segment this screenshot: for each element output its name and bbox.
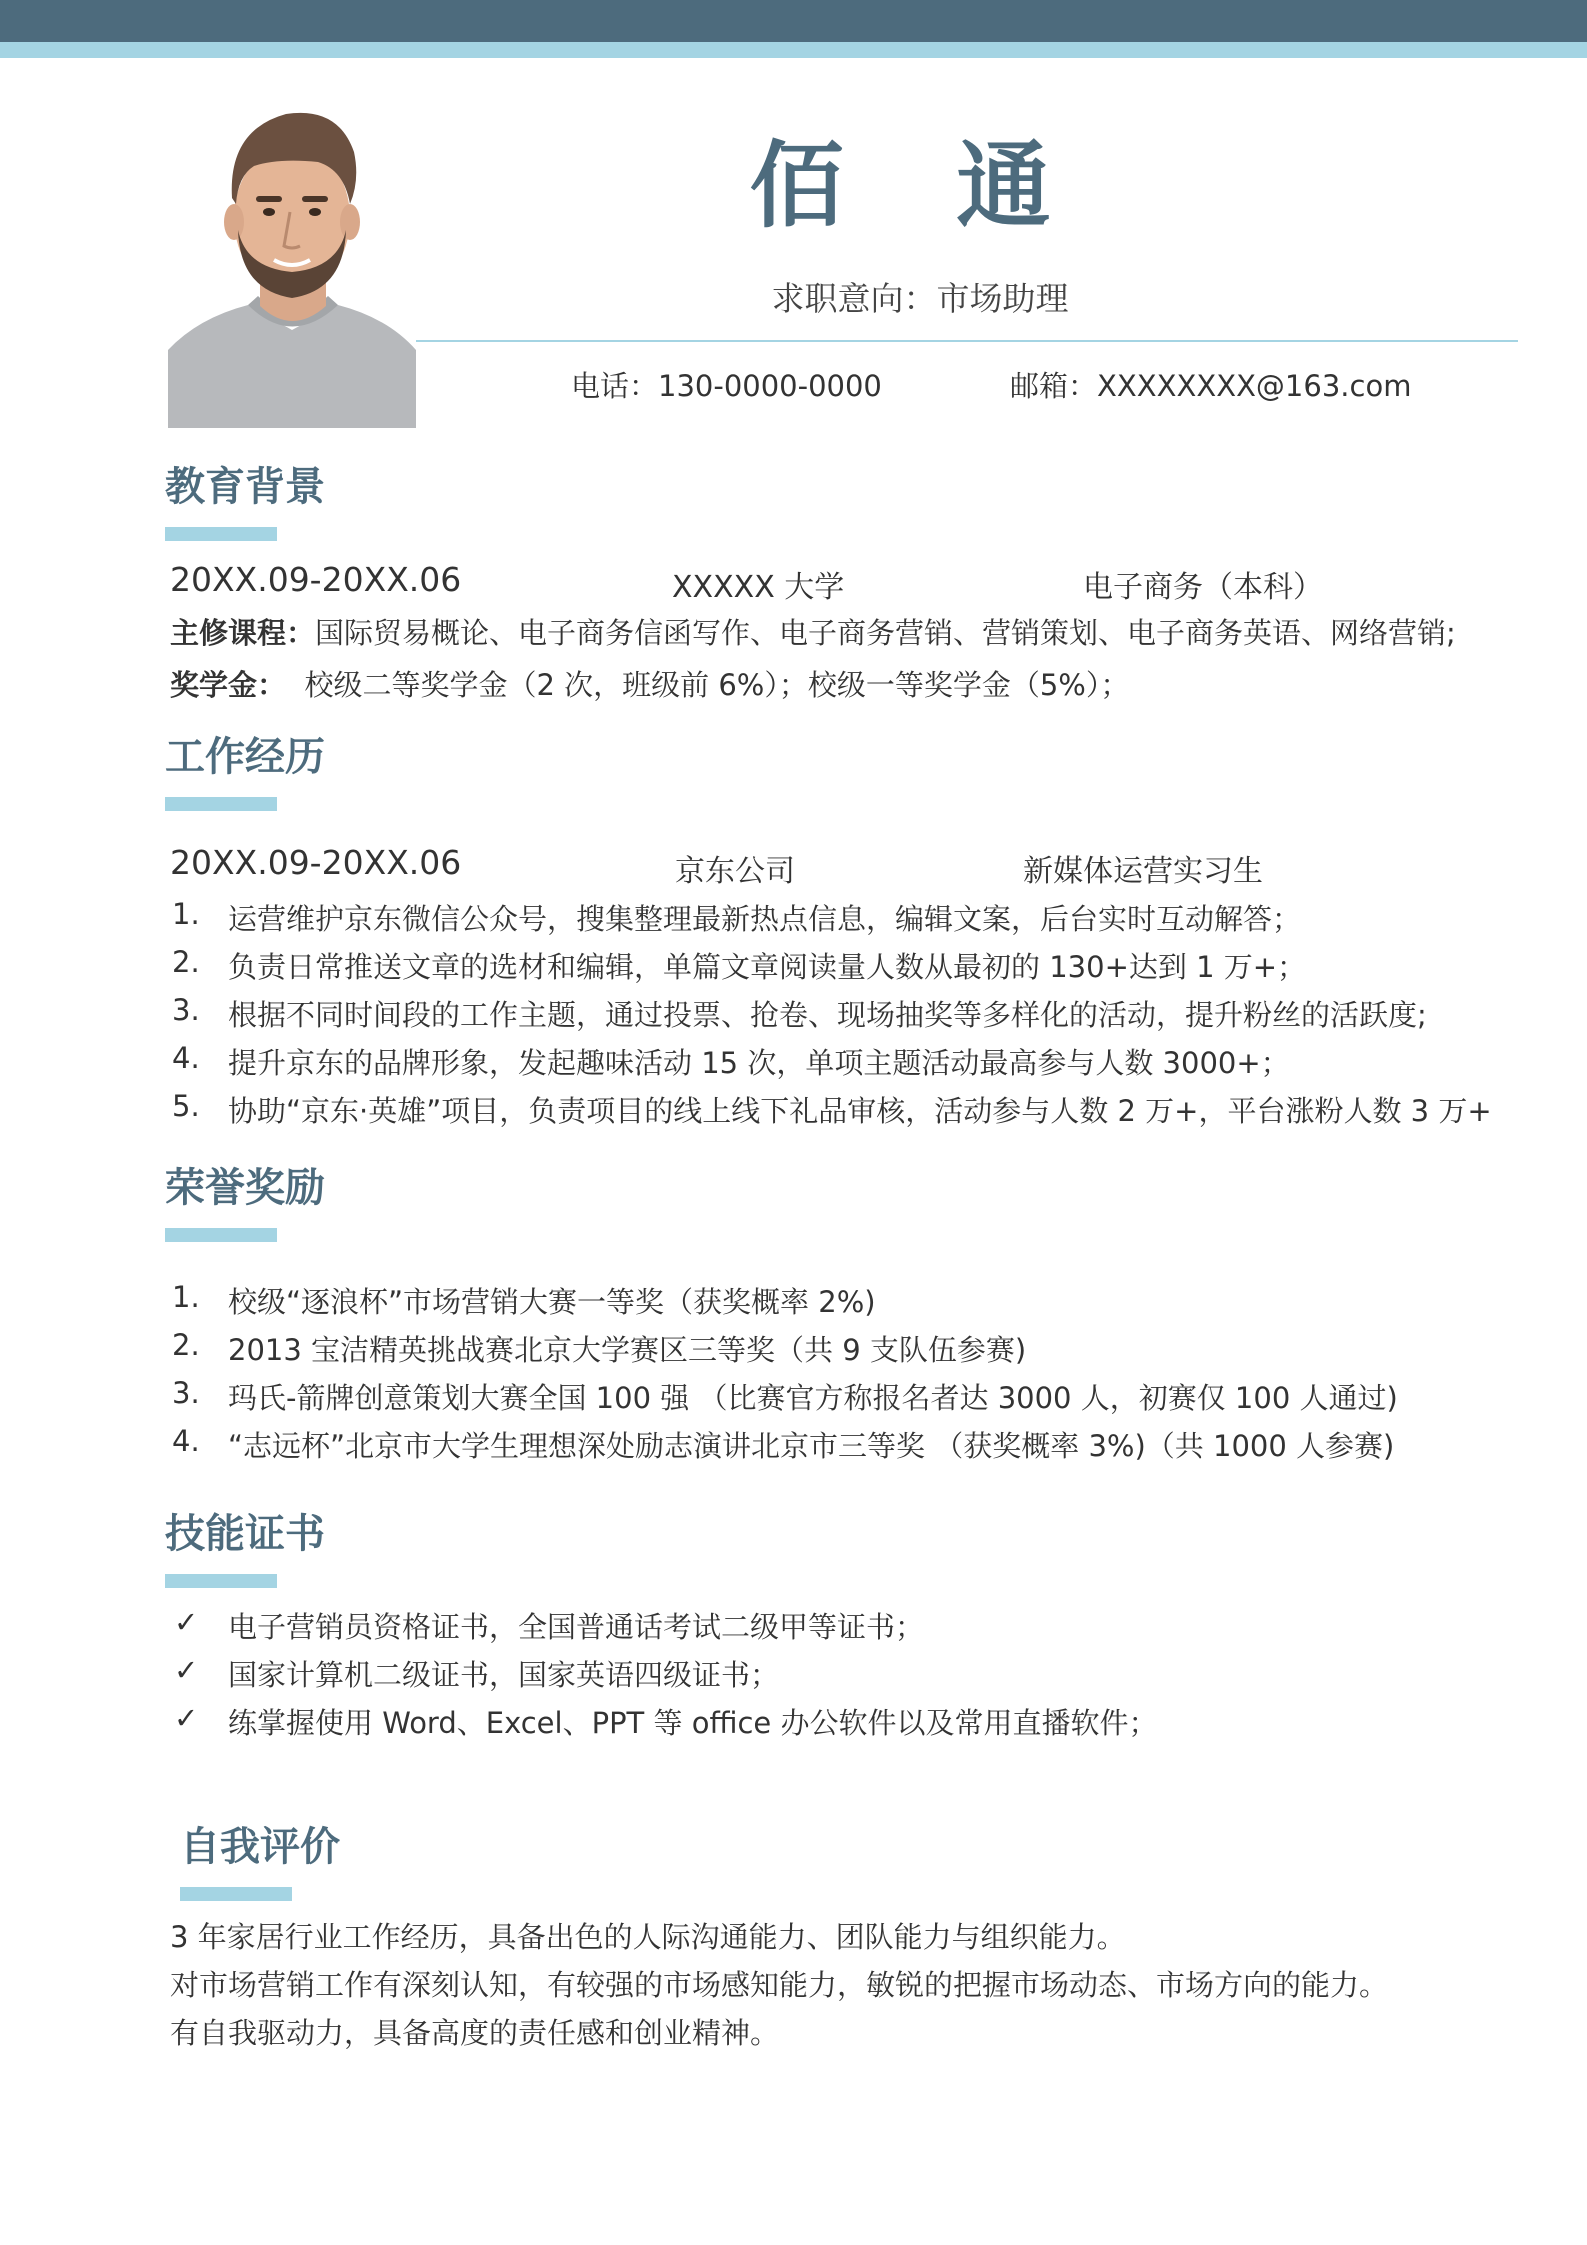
section-education xyxy=(165,463,325,541)
scholarship-text: 校级二等奖学金（2 次，班级前 6%）；校级一等奖学金（5%）； xyxy=(304,668,1130,702)
work-company: 京东公司 xyxy=(675,854,795,889)
skill-item: 国家计算机二级证书，国家英语四级证书； xyxy=(228,1658,780,1692)
section-underline xyxy=(165,1574,277,1588)
self-eval-line: 3 年家居行业工作经历，具备出色的人际沟通能力、团队能力与组织能力。 xyxy=(170,1920,1126,1954)
section-underline xyxy=(165,797,277,811)
work-position: 新媒体运营实习生 xyxy=(1023,854,1263,889)
skill-item: 练掌握使用 Word、Excel、PPT 等 office 办公软件以及常用直播软件； xyxy=(228,1706,1158,1740)
list-number: 1. xyxy=(172,897,200,931)
list-number: 3. xyxy=(172,1376,200,1410)
skill-item: 电子营销员资格证书，全国普通话考试二级甲等证书； xyxy=(228,1610,925,1644)
scholarship-label: 奖学金： xyxy=(170,668,287,702)
phone: 电话：130-0000-0000 xyxy=(571,369,882,403)
section-title: 荣誉奖励 xyxy=(165,1165,325,1211)
work-item: 协助“京东·英雄”项目，负责项目的线上线下礼品审核，活动参与人数 2 万+，平台涨粉人数 3 万+ xyxy=(228,1094,1492,1128)
edu-major: 电子商务（本科） xyxy=(1083,570,1323,605)
courses-label: 主修课程： xyxy=(170,616,316,650)
list-number: 3. xyxy=(172,993,200,1027)
section-underline xyxy=(165,1228,277,1242)
header-divider xyxy=(416,340,1518,342)
edu-scholarship xyxy=(170,668,1129,703)
work-item: 运营维护京东微信公众号，搜集整理最新热点信息，编辑文案，后台实时互动解答； xyxy=(228,902,1302,936)
list-number: 1. xyxy=(172,1280,200,1314)
profile-photo xyxy=(168,100,416,428)
section-work xyxy=(165,733,325,811)
honor-item: “志远杯”北京市大学生理想深处励志演讲北京市三等奖 （获奖概率 3%)（共 1000 人参赛) xyxy=(228,1429,1395,1463)
self-eval-line: 有自我驱动力，具备高度的责任感和创业精神。 xyxy=(170,2016,780,2050)
section-honors xyxy=(165,1164,325,1242)
list-number: 4. xyxy=(172,1041,200,1075)
work-item: 负责日常推送文章的选材和编辑，单篇文章阅读量人数从最初的 130+达到 1 万+； xyxy=(228,950,1307,984)
work-item: 根据不同时间段的工作主题，通过投票、抢卷、现场抽奖等多样化的活动，提升粉丝的活跃度; xyxy=(228,998,1427,1032)
section-title: 自我评价 xyxy=(180,1824,340,1870)
top-banner-dark xyxy=(0,0,1587,42)
check-icon: ✓ xyxy=(174,1605,199,1639)
list-number: 4. xyxy=(172,1424,200,1458)
section-skills xyxy=(165,1510,325,1588)
self-eval-line: 对市场营销工作有深刻认知，有较强的市场感知能力，敏锐的把握市场动态、市场方向的能力。 xyxy=(170,1968,1389,2002)
list-number: 2. xyxy=(172,945,200,979)
job-intent: 求职意向：市场助理 xyxy=(771,279,1069,318)
work-period: 20XX.09-20XX.06 xyxy=(170,843,462,882)
honor-item: 玛氏-箭牌创意策划大赛全国 100 强 （比赛官方称报名者达 3000 人，初赛仅 100 人通过) xyxy=(228,1381,1398,1415)
list-number: 5. xyxy=(172,1089,200,1123)
section-title: 教育背景 xyxy=(165,464,325,510)
edu-courses xyxy=(170,616,1456,651)
section-underline xyxy=(180,1887,292,1901)
top-banner-light xyxy=(0,42,1587,58)
edu-school: XXXXX 大学 xyxy=(672,570,845,605)
email: 邮箱：XXXXXXXX@163.com xyxy=(1010,369,1412,403)
list-number: 2. xyxy=(172,1328,200,1362)
check-icon: ✓ xyxy=(174,1701,199,1735)
section-self-evaluation xyxy=(180,1823,340,1901)
honor-item: 2013 宝洁精英挑战赛北京大学赛区三等奖（共 9 支队伍参赛) xyxy=(228,1333,1027,1367)
section-underline xyxy=(165,527,277,541)
check-icon: ✓ xyxy=(174,1653,199,1687)
section-title: 技能证书 xyxy=(165,1511,325,1557)
section-title: 工作经历 xyxy=(165,734,325,780)
courses-text: 国际贸易概论、电子商务信函写作、电子商务营销、营销策划、电子商务英语、网络营销; xyxy=(315,616,1456,650)
edu-period: 20XX.09-20XX.06 xyxy=(170,560,462,599)
work-item: 提升京东的品牌形象，发起趣味活动 15 次，单项主题活动最高参与人数 3000+； xyxy=(228,1046,1290,1080)
candidate-name: 佰 通 xyxy=(749,132,1091,241)
honor-item: 校级“逐浪杯”市场营销大赛一等奖（获奖概率 2%) xyxy=(228,1285,876,1319)
